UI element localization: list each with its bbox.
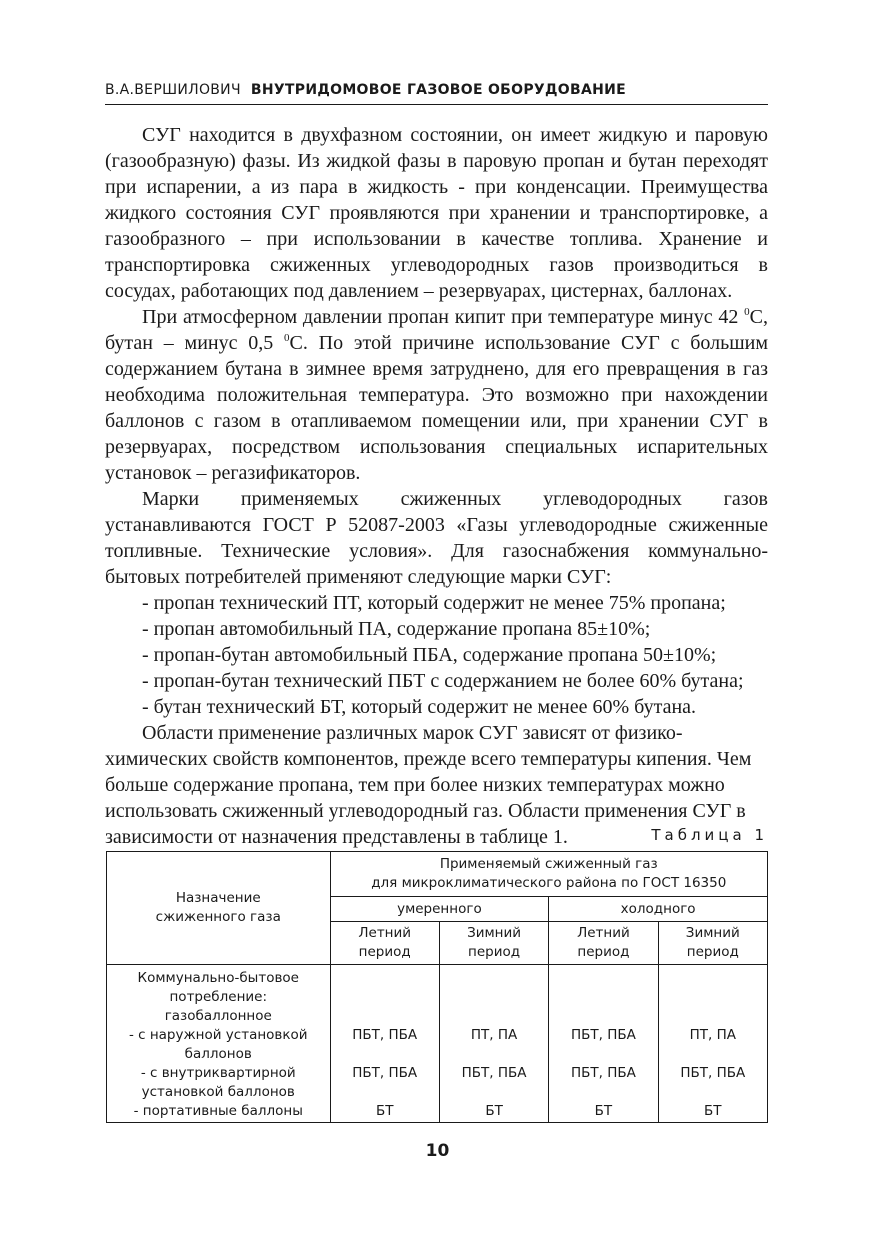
purpose-line: - с внутриквартирной <box>140 1065 296 1081</box>
table-value: ПБТ, ПБА <box>352 1027 418 1043</box>
values-cell <box>330 965 439 1123</box>
purpose-line: установкой баллонов <box>141 1084 295 1100</box>
paragraph-2-part-a: При атмосферном давлении пропан кипит при температуре минус 42 <box>142 306 745 328</box>
purpose-header-line-2: сжиженного газа <box>155 909 281 925</box>
book-title: ВНУТРИДОМОВОЕ ГАЗОВОЕ ОБОРУДОВАНИЕ <box>250 82 626 98</box>
values-cell <box>549 965 658 1123</box>
table-value: ПБТ, ПБА <box>352 1065 418 1081</box>
list-item: - пропан автомобильный ПА, содержание пропана 85±10%; <box>142 618 651 640</box>
table-value: БТ <box>704 1103 722 1119</box>
table-value: ПТ, ПА <box>689 1027 736 1043</box>
gas-group-header-line-2: для микроклиматического района по ГОСТ 16350 <box>371 875 727 891</box>
paragraph-2-part-c: С. По этой причине использование СУГ с большим содержанием бутана в зимнее время затруднено, для его превращения в газ необходима положительная температура. Это возможно при нахождении баллонов с газом в отапливаемом помещении или, при хранении СУГ в резервуарах, посредством использования специальных испарительных установок – регазификаторов. <box>105 332 768 484</box>
body-text <box>105 122 768 850</box>
list-item: - пропан технический ПТ, который содержит не менее 75% пропана; <box>142 592 726 614</box>
header-rule <box>105 104 768 105</box>
period-header-line-1: Зимний <box>467 925 522 941</box>
paragraph-1: СУГ находится в двухфазном состоянии, он имеет жидкую и паровую (газообразную) фазы. Из жидкой фазы в паровую пропан и бутан переходят при испарении, а из пара в жидкость - при конденсации. Преимущества жидкого состояния СУГ проявляются при хранении и транспортировке, а газообразного – при использовании в качестве топлива. Хранение и транспортировка сжиженных углеводородных газов производиться в сосудах, работающих под давлением – резервуарах, цистернах, баллонах. <box>105 124 768 302</box>
period-header-line-2: период <box>468 944 521 960</box>
list-item: - бутан технический БТ, который содержит не менее 60% бутана. <box>142 696 697 718</box>
table-value: БТ <box>375 1103 394 1119</box>
lpg-usage-table <box>106 851 768 1123</box>
table-caption: Таблица 1 <box>651 826 768 844</box>
table-value: ПБТ, ПБА <box>570 1027 636 1043</box>
purpose-line: - с наружной установкой <box>128 1027 308 1043</box>
purpose-header-line-1: Назначение <box>175 890 261 906</box>
degree-superscript-2: 0 <box>284 332 290 344</box>
purpose-cell <box>107 965 331 1123</box>
period-header <box>658 922 767 965</box>
purpose-line: потребление: <box>169 989 268 1005</box>
region-temperate-header: умеренного <box>330 897 549 922</box>
purpose-line: газобаллонное <box>164 1008 272 1024</box>
values-cell <box>439 965 548 1123</box>
table-value: ПБТ, ПБА <box>680 1065 746 1081</box>
period-header-line-1: Летний <box>358 925 412 941</box>
region-cold-header: холодного <box>549 897 768 922</box>
purpose-line: - портативные баллоны <box>133 1103 303 1119</box>
period-header-line-2: период <box>577 944 630 960</box>
gas-group-header-line-1: Применяемый сжиженный газ <box>439 856 658 872</box>
period-header-line-2: период <box>686 944 739 960</box>
table-value: БТ <box>485 1103 503 1119</box>
period-header <box>330 922 439 965</box>
table-value: ПБТ, ПБА <box>461 1065 527 1081</box>
table-value: ПБТ, ПБА <box>570 1065 636 1081</box>
period-header <box>549 922 658 965</box>
list-item: - пропан-бутан технический ПБТ с содержанием не более 60% бутана; <box>142 670 744 692</box>
values-cell <box>658 965 767 1123</box>
paragraph-2-part-b: С, бутан – минус 0,5 <box>105 306 768 354</box>
running-header <box>105 80 768 100</box>
period-header <box>439 922 548 965</box>
paragraph-4: Области применение различных марок СУГ зависят от физико-химических свойств компонентов, прежде всего температуры кипения. Чем больше содержание пропана, тем при более низких температурах можно использовать сжиженный углеводородный газ. Области применения СУГ в зависимости от назначения представлены в таблице 1. <box>105 722 752 848</box>
page-number: 10 <box>425 1141 450 1161</box>
period-header-line-1: Летний <box>577 925 630 941</box>
period-header-line-1: Зимний <box>685 925 740 941</box>
paragraph-2 <box>105 304 768 486</box>
degree-superscript-1: 0 <box>744 306 750 318</box>
purpose-line: баллонов <box>184 1046 252 1062</box>
table-value: ПТ, ПА <box>470 1027 518 1043</box>
table-value: БТ <box>594 1103 613 1119</box>
author-name: В.А.ВЕРШИЛОВИЧ <box>105 82 241 98</box>
paragraph-3: Марки применяемых сжиженных углеводородных газов устанавливаются ГОСТ Р 52087-2003 «Газы углеводородные сжиженные топливные. Технические условия». Для газоснабжения коммунально-бытовых потребителей применяют следующие марки СУГ: <box>105 488 768 588</box>
gas-group-header <box>330 852 767 897</box>
period-header-line-2: период <box>358 944 411 960</box>
list-item: - пропан-бутан автомобильный ПБА, содержание пропана 50±10%; <box>142 644 717 666</box>
lpg-grades-list <box>105 590 768 720</box>
purpose-header-cell <box>107 852 331 965</box>
purpose-line: Коммунально-бытовое <box>137 970 299 986</box>
